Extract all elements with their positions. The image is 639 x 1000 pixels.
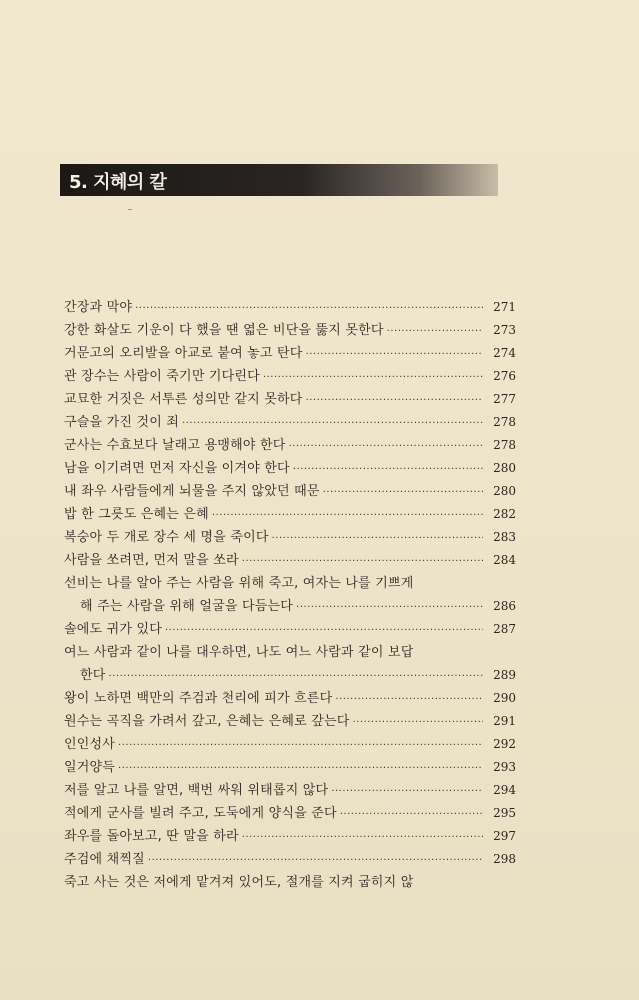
toc-entry[interactable]: [64, 618, 516, 641]
dot-leader: [148, 849, 483, 872]
toc-page-number: 282: [493, 507, 516, 521]
toc-page-number: 298: [493, 852, 516, 866]
toc-entry[interactable]: [64, 342, 516, 365]
toc-page-number: 280: [493, 484, 516, 498]
toc-entry[interactable]: [64, 503, 516, 526]
dot-leader: [335, 688, 483, 711]
toc-page-number: 289: [493, 668, 516, 682]
toc-entry-title: 간장과 막야: [64, 300, 133, 315]
dot-leader: [182, 412, 483, 435]
toc-page-number: 277: [493, 392, 516, 406]
toc-page-number: 292: [493, 737, 516, 751]
toc-page-number: 284: [493, 553, 516, 567]
toc-entry-title: 밥 한 그릇도 은혜는 은혜: [64, 507, 209, 522]
toc-entry[interactable]: [64, 825, 516, 848]
dot-leader: [288, 435, 483, 458]
toc-page-number: 276: [493, 369, 516, 383]
dot-leader: [118, 757, 483, 780]
toc-entry[interactable]: [64, 434, 516, 457]
dot-leader: [331, 780, 483, 803]
toc-entry-first-line: [64, 572, 516, 595]
toc-entry-title: 원수는 곡직을 가려서 갚고, 은혜는 은혜로 갚는다: [64, 714, 350, 729]
toc-entry-title: 해 주는 사람을 위해 얼굴을 다듬는다: [80, 599, 294, 614]
dot-leader: [118, 734, 483, 757]
toc-page-number: 297: [493, 829, 516, 843]
toc-entry-title: 인인성사: [64, 737, 116, 752]
toc-entry-title: 적에게 군사를 빌려 주고, 도둑에게 양식을 준다: [64, 806, 337, 821]
toc-entry-first-line: [64, 871, 516, 894]
toc-entry-title: 주검에 채찍질: [64, 852, 145, 867]
toc-entry-title: 교묘한 거짓은 서투른 성의만 같지 못하다: [64, 392, 303, 407]
dot-leader: [242, 550, 483, 573]
toc-page-number: 271: [493, 300, 516, 314]
toc-entry-text: 여느 사람과 같이 나를 대우하면, 나도 여느 사람과 같이 보답: [64, 645, 414, 660]
toc-entry-title: 관 장수는 사람이 죽기만 기다린다: [64, 369, 260, 384]
toc-entry-title: 일거양득: [64, 760, 116, 775]
dot-leader: [323, 481, 483, 504]
dot-leader: [263, 366, 483, 389]
toc-entry[interactable]: [64, 848, 516, 871]
dot-leader: [109, 665, 483, 688]
toc-entry[interactable]: [64, 388, 516, 411]
toc-entry[interactable]: [64, 779, 516, 802]
small-mark: ‾: [128, 208, 132, 217]
toc-entry[interactable]: [64, 733, 516, 756]
toc-entry[interactable]: [64, 802, 516, 825]
dot-leader: [212, 504, 483, 527]
toc-entry-title: 솔에도 귀가 있다: [64, 622, 162, 637]
toc-entry[interactable]: [64, 411, 516, 434]
toc-entry[interactable]: [64, 526, 516, 549]
toc-entry-title: 왕이 노하면 백만의 주검과 천리에 피가 흐른다: [64, 691, 333, 706]
toc-page-number: 278: [493, 438, 516, 452]
toc-page-number: 287: [493, 622, 516, 636]
toc-entry-title: 거문고의 오리발을 아교로 붙여 놓고 탄다: [64, 346, 303, 361]
toc-entry-title: 구슬을 가진 것이 죄: [64, 415, 180, 430]
toc-entry-title: 남을 이기려면 먼저 자신을 이겨야 한다: [64, 461, 290, 476]
toc-entry[interactable]: [64, 480, 516, 503]
toc-entry-title: 군사는 수효보다 날래고 용맹해야 한다: [64, 438, 286, 453]
toc-page-number: 278: [493, 415, 516, 429]
toc-entry[interactable]: [64, 756, 516, 779]
toc-page-number: 295: [493, 806, 516, 820]
toc-page-number: 293: [493, 760, 516, 774]
dot-leader: [353, 711, 484, 734]
dot-leader: [306, 389, 483, 412]
toc-entry-title: 한다: [80, 668, 106, 683]
dot-leader: [165, 619, 483, 642]
toc-page-number: 291: [493, 714, 516, 728]
toc-entry-title: 강한 화살도 기운이 다 했을 땐 엷은 비단을 뚫지 못한다: [64, 323, 384, 338]
toc-entry-text: 죽고 사는 것은 저에게 맡겨져 있어도, 절개를 지켜 굽히지 않: [64, 875, 414, 890]
toc-page-number: 274: [493, 346, 516, 360]
dot-leader: [296, 596, 483, 619]
table-of-contents: [64, 296, 516, 894]
toc-entry[interactable]: [64, 296, 516, 319]
toc-entry-first-line: [64, 641, 516, 664]
dot-leader: [306, 343, 483, 366]
dot-leader: [293, 458, 483, 481]
chapter-title: 5. 지혜의 칼: [69, 172, 167, 193]
toc-entry-text: 선비는 나를 알아 주는 사람을 위해 죽고, 여자는 나를 기쁘게: [64, 576, 414, 591]
toc-page-number: 286: [493, 599, 516, 613]
toc-entry-title: 내 좌우 사람들에게 뇌물을 주지 않았던 때문: [64, 484, 320, 499]
toc-page-number: 294: [493, 783, 516, 797]
toc-entry[interactable]: [64, 457, 516, 480]
toc-entry-title: 좌우를 돌아보고, 딴 말을 하라: [64, 829, 239, 844]
toc-entry[interactable]: [64, 365, 516, 388]
dot-leader: [272, 527, 483, 550]
toc-page-number: 290: [493, 691, 516, 705]
toc-entry-title: 저를 알고 나를 알면, 백번 싸워 위태롭지 않다: [64, 783, 329, 798]
dot-leader: [387, 320, 483, 343]
toc-entry[interactable]: [64, 319, 516, 342]
dot-leader: [340, 803, 483, 826]
toc-entry[interactable]: [64, 664, 516, 687]
toc-entry[interactable]: [64, 595, 516, 618]
chapter-header-bar: [60, 164, 498, 196]
dot-leader: [242, 826, 483, 849]
toc-entry[interactable]: [64, 687, 516, 710]
toc-page-number: 283: [493, 530, 516, 544]
toc-entry[interactable]: [64, 549, 516, 572]
toc-entry-title: 복숭아 두 개로 장수 세 명을 죽이다: [64, 530, 269, 545]
toc-entry-title: 사람을 쏘려면, 먼저 말을 쏘라: [64, 553, 239, 568]
toc-page-number: 280: [493, 461, 516, 475]
toc-entry[interactable]: [64, 710, 516, 733]
dot-leader: [135, 297, 483, 320]
toc-page-number: 273: [493, 323, 516, 337]
